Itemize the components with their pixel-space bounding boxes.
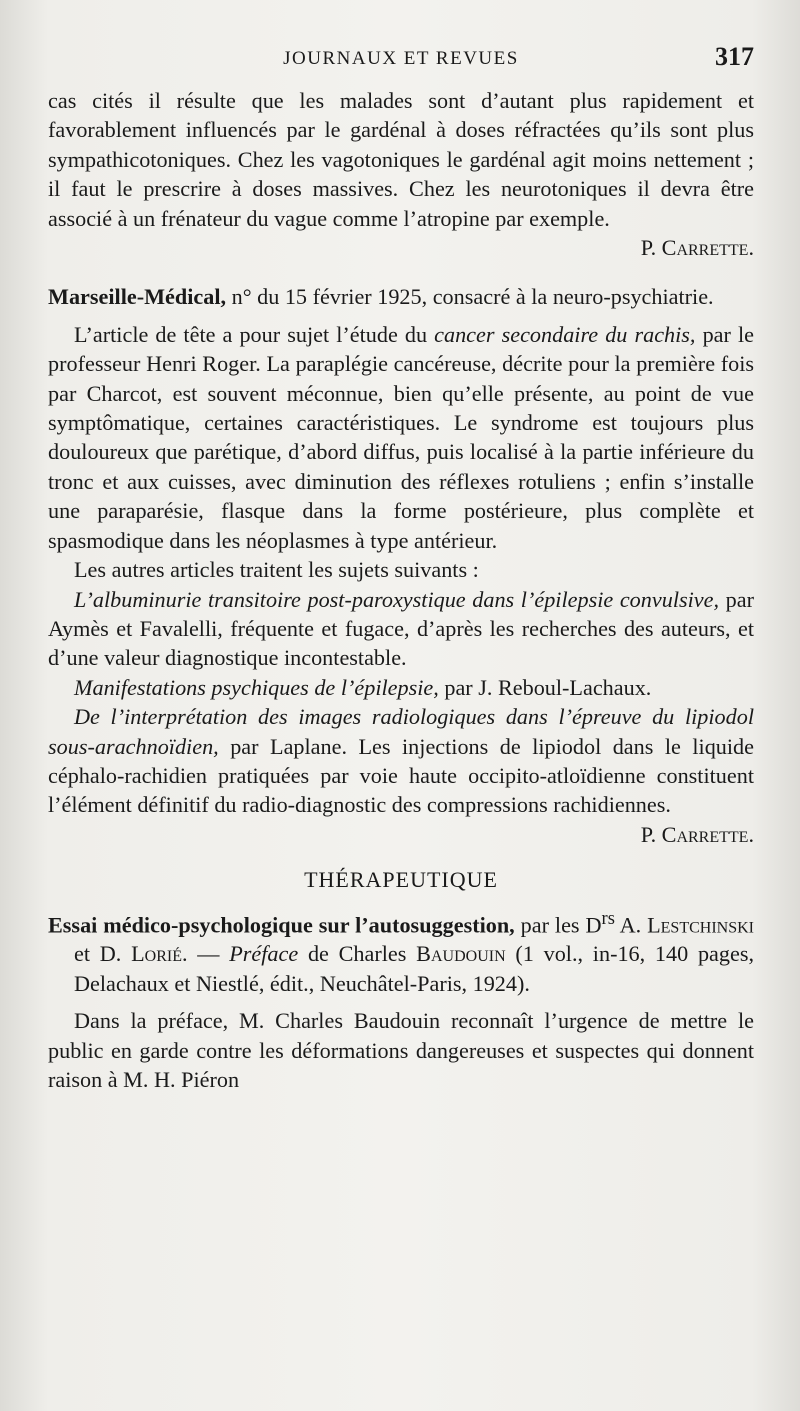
review-heading-marseille-medical [48, 282, 754, 311]
paragraph-preface: Dans la préface, M. Charles Baudouin reconnaît l’urgence de mettre le public en garde contre les déformations dangereuses et suspectes qui donnent raison à M. H. Piéron [48, 1008, 754, 1092]
paragraph-albuminurie: L’albuminurie transitoire post-paroxystique dans l’épilepsie convulsive, par Aymès et Favalelli, fréquente et fugace, d’après les recherches des auteurs, et d’une valeur diagnostique incontestable. [48, 586, 754, 671]
paragraph-other-articles: Les autres articles traitent les sujets suivants : [74, 557, 479, 583]
book-title: Essai médico-psychologique sur l’autosuggestion, [48, 911, 515, 937]
section-title: THÉRAPEUTIQUE [304, 867, 498, 893]
journal-title: Marseille-Médical, [48, 284, 227, 310]
page-number: 317 [715, 42, 754, 71]
review-heading-autosuggestion: Essai médico-psychologique sur l’autosuggestion, par les $D^{rs}$ A. Lestchinski et D. Lorié. — Préface de Charles Baudouin (1 vol., in-16, 140 pages, Delachaux et Niestlé, édit., Neuchâtel-Paris, 1924). [48, 908, 755, 996]
paragraph-lead-article: L’article de tête a pour sujet l’étude du cancer secondaire du rachis, par le professeur Henri Roger. La paraplégie cancéreuse, décrite pour la première fois par Charcot, est souvent méconnue, bien qu’elle présente, au point de vue symptômatique, certaines caractéristiques. Le syndrome est toujours plus douloureux que parétique, d’abord diffus, puis localisé à la partie inférieure du tronc et aux cuisses, avec diminution des réflexes rotuliens ; enfin s’installe une paraparésie, flasque dans la forme postérieure, plus complète et spasmodique dans les néoplasmes à type antérieur. [48, 321, 754, 553]
article-title: L’albuminurie transitoire post-paroxystique dans l’épilepsie convulsive, [74, 586, 720, 612]
running-head: JOURNAUX ET REVUES [283, 48, 519, 69]
signature: P. Carrette. [640, 235, 754, 261]
paragraph-continued: cas cités il résulte que les malades sont d’autant plus rapidement et favorablement influencés par le gardénal à doses réfractées qu’ils sont plus sympathicotoniques. Chez les vagotoniques le gardénal agit moins nettement ; il faut le prescrire à doses massives. Chez les neurotoniques il devra être associé à un frénateur du vague comme l’atropine par exemple. [48, 88, 754, 231]
journal-issue: n° du 15 février 1925, consacré à la neuro-psychiatrie. [226, 284, 714, 310]
page-body [48, 86, 754, 1094]
author-name: D. Lorié. [99, 941, 188, 967]
page-header [48, 42, 754, 76]
article-title: De l’interprétation des images radiologiques dans l’épreuve du lipiodol sous-arachnoïdien, [48, 704, 754, 759]
author-name: A. Lestchinski [614, 911, 754, 937]
paragraph-lipiodol: De l’interprétation des images radiologiques dans l’épreuve du lipiodol sous-arachnoïdien, par Laplane. Les injections de lipiodol dans le liquide céphalo-rachidien pratiquées par voie haute occipito-atloïdienne constituent l’élément définitif du radio-diagnostic des compressions rachidiennes. [48, 704, 754, 818]
paragraph-manifestations: Manifestations psychiques de l’épilepsie, par J. Reboul-Lachaux. [74, 674, 652, 700]
article-title: Manifestations psychiques de l’épilepsie, [74, 674, 439, 700]
article-title: cancer secondaire du rachis, [434, 321, 696, 347]
signature: P. Carrette. [640, 821, 754, 847]
